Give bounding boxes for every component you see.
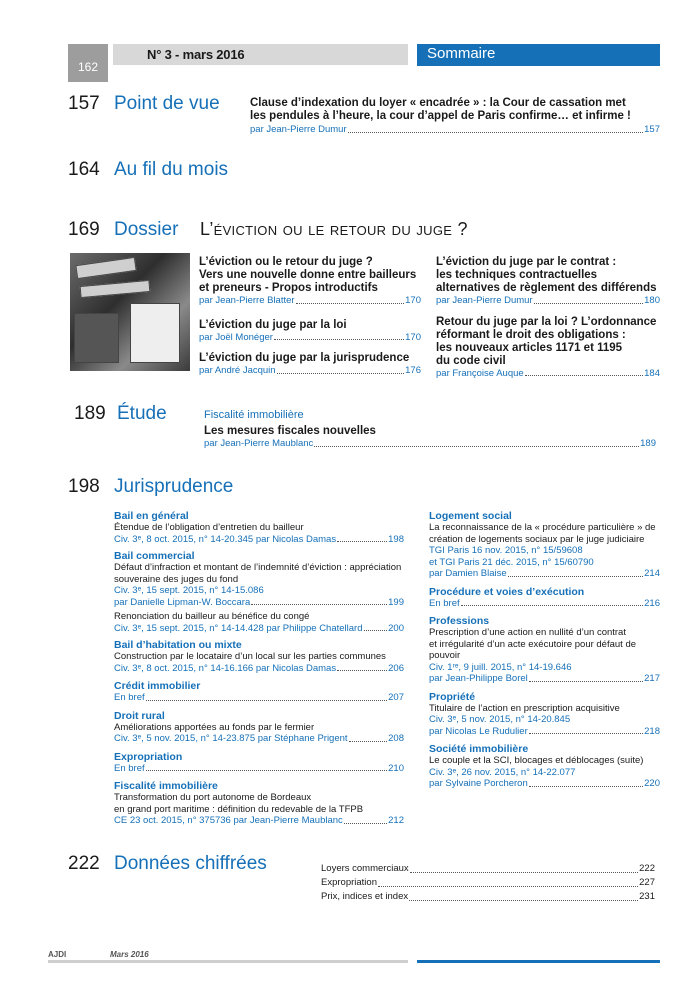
entry-text: Construction par le locataire d’un local sur les parties communes — [114, 651, 386, 662]
toc-entry[interactable] — [114, 623, 404, 635]
dossier-right-column — [436, 256, 660, 379]
article-title-line: Les mesures fiscales nouvelles — [204, 425, 376, 437]
toc-entry[interactable] — [114, 692, 404, 704]
dossier-left-column — [199, 256, 421, 377]
category-label: Fiscalité immobilière — [114, 780, 218, 792]
leader-dots — [349, 741, 388, 742]
toc-entry[interactable] — [321, 876, 655, 890]
leader-dots — [337, 670, 387, 671]
case-ref: Civ. 3ᵉ, 5 nov. 2015, n° 14-20.845 — [429, 714, 571, 725]
footer-bar — [48, 960, 408, 963]
footer-date: Mars 2016 — [110, 950, 149, 959]
author: par Jean-Pierre Blatter — [199, 295, 295, 306]
author: par Françoise Auque — [436, 367, 524, 379]
leader-dots — [409, 900, 638, 901]
issue-bar — [113, 44, 408, 65]
section-number: 169 — [68, 219, 100, 240]
entry-text: souveraine des juges du fond — [114, 573, 239, 585]
leader-dots — [146, 700, 388, 701]
jurisprudence-right-column — [429, 510, 660, 790]
page-ref: 218 — [644, 725, 660, 737]
footer-journal: AJDI — [48, 950, 67, 959]
page-ref: 227 — [639, 877, 655, 888]
page-ref: 217 — [644, 673, 660, 684]
entry-text: en grand port maritime : définition du redevable de la TFPB — [114, 803, 364, 815]
leader-dots — [529, 681, 643, 682]
category-label: Droit rural — [114, 709, 165, 722]
leader-dots — [508, 576, 644, 577]
category-label: Procédure et voies d’exécution — [429, 585, 585, 598]
page-ref: 200 — [388, 622, 404, 634]
section-bar — [417, 44, 660, 65]
leader-dots — [364, 630, 388, 631]
author: par Jean-Pierre Dumur — [250, 124, 347, 135]
article-title-line: du code civil — [436, 354, 506, 367]
case-ref: CE 23 oct. 2015, n° 375736 par Jean-Pierre Maublanc — [114, 815, 343, 826]
section-title[interactable]: Étude — [117, 403, 167, 424]
toc-entry[interactable] — [429, 726, 660, 738]
toc-entry[interactable] — [114, 763, 404, 775]
article-title-line: Vers une nouvelle donne entre bailleurs — [199, 269, 417, 281]
entry-text: En bref — [429, 597, 460, 609]
article-title-line: Retour du juge par la loi ? L’ordonnance — [436, 315, 657, 328]
page-ref: 180 — [644, 295, 660, 306]
leader-dots — [461, 605, 644, 606]
leader-dots — [146, 770, 388, 771]
leader-dots — [534, 303, 644, 304]
leader-dots — [378, 886, 638, 887]
article-title-line: les nouveaux articles 1171 et 1195 — [436, 341, 623, 354]
section-number: 198 — [68, 476, 100, 497]
page-ref: 214 — [644, 568, 660, 579]
entry-text: Expropriation — [321, 877, 377, 888]
case-ref: Civ. 1ʳᵉ, 9 juill. 2015, n° 14-19.646 — [429, 661, 572, 673]
toc-entry[interactable] — [321, 862, 655, 876]
category-label: Professions — [429, 615, 490, 627]
author: par Nicolas Le Rudulier — [429, 725, 528, 737]
page-ref: 212 — [388, 815, 404, 826]
section-number: 222 — [68, 853, 100, 874]
page-ref: 210 — [388, 762, 404, 774]
entry-text: Le couple et la SCI, blocages et déblocages (suite) — [429, 755, 644, 766]
page-ref: 198 — [388, 533, 404, 545]
leader-dots — [344, 823, 387, 824]
page-ref: 199 — [388, 596, 404, 608]
entry-text: Loyers commerciaux — [321, 863, 409, 874]
dossier-photo — [70, 253, 190, 371]
author: par Joël Monéger — [199, 331, 273, 343]
toc-entry[interactable] — [204, 438, 656, 450]
section-title[interactable]: Dossier — [114, 219, 179, 240]
category-label: Bail commercial — [114, 550, 195, 562]
article-title-line: L’éviction du juge par le contrat : — [436, 256, 617, 268]
section-title[interactable]: Au fil du mois — [114, 159, 229, 180]
leader-dots — [274, 339, 404, 340]
leader-dots — [296, 303, 405, 304]
toc-entry[interactable] — [114, 815, 404, 827]
page-number: 162 — [77, 60, 99, 74]
page-ref: 176 — [405, 365, 421, 376]
jurisprudence-left-column — [114, 510, 404, 827]
entry-text: La reconnaissance de la « procédure particulière » de — [429, 522, 656, 533]
section-number: 164 — [68, 159, 100, 180]
page-ref: 216 — [644, 597, 660, 609]
entry-text: Défaut d’infraction et montant de l’indemnité d’éviction : appréciation — [114, 562, 402, 573]
page-ref: 170 — [405, 295, 421, 306]
etude-entry — [204, 409, 656, 450]
toc-entry[interactable] — [429, 598, 660, 610]
toc-entry[interactable] — [429, 778, 660, 790]
entry-text: et irrégularité d’un acte exécutoire pour défaut de — [429, 638, 637, 650]
case-ref: TGI Paris 16 nov. 2015, n° 15/59608 — [429, 545, 583, 556]
category-label: Propriété — [429, 690, 476, 703]
entry-text: Étendue de l’obligation d’entretien du bailleur — [114, 522, 304, 533]
page-ref: 189 — [640, 438, 656, 449]
toc-entry[interactable] — [199, 332, 421, 344]
category-label: Bail en général — [114, 510, 189, 522]
entry-text: Prescription d’une action en nullité d’un contrat — [429, 627, 626, 638]
category-label: Expropriation — [114, 750, 183, 763]
article-title-line: les pendules à l’heure, la cour d’appel de Paris confirme… et infirme ! — [250, 110, 631, 122]
article-title-line: L’éviction du juge par la jurisprudence — [199, 352, 410, 364]
entry-text: Transformation du port autonome de Bordeaux — [114, 792, 312, 803]
dossier-theme: L’éviction ou le retour du juge ? — [200, 219, 468, 239]
toc-entry[interactable] — [250, 124, 660, 136]
page-ref: 220 — [644, 778, 660, 789]
section-underline — [417, 65, 660, 66]
page-ref: 231 — [639, 891, 655, 902]
case-ref: et TGI Paris 21 déc. 2015, n° 15/60790 — [429, 556, 594, 568]
toc-entry[interactable] — [321, 890, 655, 904]
author: par Jean-Pierre Dumur — [436, 295, 533, 306]
page-ref: 184 — [644, 367, 660, 379]
entry-text: Améliorations apportées au fonds par le fermier — [114, 721, 315, 733]
leader-dots — [410, 872, 639, 873]
category-label: Logement social — [429, 510, 512, 522]
author: par Jean-Philippe Borel — [429, 673, 528, 684]
page-ref: 207 — [388, 692, 404, 703]
toc-entry[interactable] — [114, 733, 404, 745]
entry-text: En bref — [114, 692, 145, 703]
article-title-line: les techniques contractuelles — [436, 269, 598, 281]
category-label: Bail d’habitation ou mixte — [114, 639, 242, 651]
article-title-line: réformant le droit des obligations : — [436, 328, 626, 341]
toc-entry[interactable] — [436, 368, 660, 380]
category-label: Société immobilière — [429, 743, 529, 755]
article-title-line: Clause d’indexation du loyer « encadrée » : la Cour de cassation met — [250, 97, 626, 109]
section-number: 157 — [68, 93, 100, 114]
section-title[interactable]: Données chiffrées — [114, 853, 267, 874]
author: par Sylvaine Porcheron — [429, 778, 528, 789]
page-ref: 206 — [388, 662, 404, 674]
entry-text: Titulaire de l’action en prescription acquisitive — [429, 702, 620, 714]
toc-entry[interactable] — [199, 365, 421, 377]
toc-entry[interactable] — [114, 597, 404, 609]
entry-text: pouvoir — [429, 650, 461, 661]
author: par André Jacquin — [199, 365, 276, 376]
section-number: 189 — [74, 403, 106, 424]
issue-label: N° 3 - mars 2016 — [147, 47, 245, 62]
toc-entry[interactable] — [429, 568, 660, 580]
footer-accent-bar — [417, 960, 660, 963]
leader-dots — [529, 733, 643, 734]
article-title-line: L’éviction du juge par la loi — [199, 318, 347, 331]
case-ref: Civ. 3ᵉ, 8 oct. 2015, n° 14-16.166 par Nicolas Damas — [114, 662, 337, 674]
author: par Jean-Pierre Maublanc — [204, 438, 314, 449]
page-ref: 222 — [639, 863, 655, 874]
category-label: Crédit immobilier — [114, 680, 201, 692]
article-title-line: et preneurs - Propos introductifs — [199, 282, 378, 294]
section-title[interactable]: Jurisprudence — [114, 476, 234, 497]
entry-text: création de logements sociaux par le juge judiciaire — [429, 533, 645, 545]
leader-dots — [529, 786, 643, 787]
toc-entry[interactable] — [114, 534, 404, 546]
toc-entry[interactable] — [114, 663, 404, 675]
donnees-list — [321, 862, 655, 904]
case-ref: Civ. 3ᵉ, 15 sept. 2015, n° 14-14.428 par Philippe Chatellard — [114, 622, 363, 634]
entry-text: Prix, indices et index — [321, 891, 409, 902]
article-title-line: alternatives de règlement des différends — [436, 282, 657, 294]
section-label: Sommaire — [427, 45, 496, 62]
category-label: Fiscalité immobilière — [204, 409, 304, 421]
entry-text: En bref — [114, 762, 145, 774]
article-title-line: L’éviction ou le retour du juge ? — [199, 256, 373, 268]
toc-entry[interactable] — [429, 673, 660, 685]
author: par Danielle Lipman-W. Boccara — [114, 596, 251, 608]
page-ref: 170 — [405, 331, 421, 343]
leader-dots — [337, 541, 387, 542]
leader-dots — [525, 375, 643, 376]
case-ref: Civ. 3ᵉ, 26 nov. 2015, n° 14-22.077 — [429, 766, 576, 778]
leader-dots — [348, 132, 644, 133]
leader-dots — [314, 446, 639, 447]
toc-entry[interactable] — [199, 295, 421, 307]
section-title[interactable]: Point de vue — [114, 93, 220, 114]
leader-dots — [277, 373, 405, 374]
case-ref: Civ. 3ᵉ, 5 nov. 2015, n° 14-23.875 par Stéphane Prigent — [114, 733, 348, 744]
case-ref: Civ. 3ᵉ, 8 oct. 2015, n° 14-20.345 par Nicolas Damas — [114, 533, 337, 545]
page-ref: 157 — [644, 124, 660, 135]
entry-text: Renonciation du bailleur au bénéfice du congé — [114, 611, 310, 622]
author: par Damien Blaise — [429, 568, 507, 579]
toc-entry[interactable] — [436, 295, 660, 307]
case-ref: Civ. 3ᵉ, 15 sept. 2015, n° 14-15.086 — [114, 585, 264, 596]
page-ref: 208 — [388, 733, 404, 744]
leader-dots — [251, 604, 387, 605]
page-number-box — [68, 44, 108, 82]
